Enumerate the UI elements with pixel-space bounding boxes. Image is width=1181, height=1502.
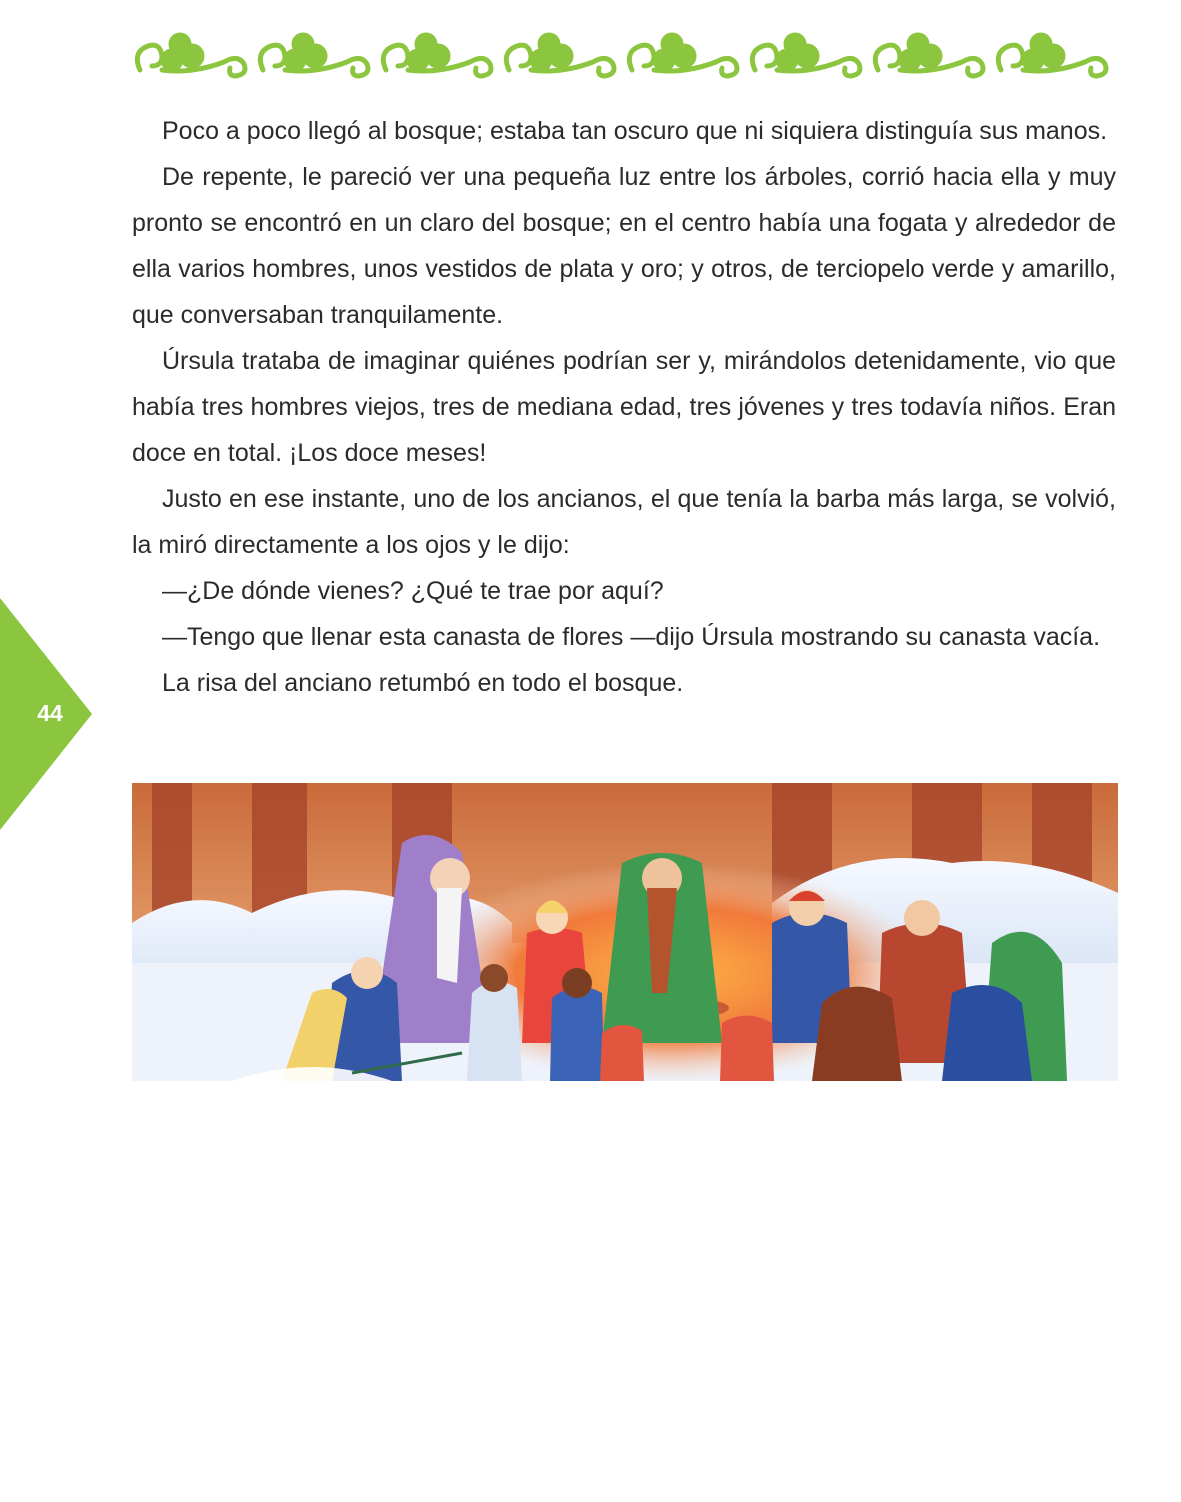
ornament-scroll-unit xyxy=(260,33,368,76)
ornament-scroll-unit xyxy=(383,33,491,76)
ornament-scroll-unit xyxy=(998,33,1106,76)
ornament-scroll-unit xyxy=(629,33,737,76)
ornament-icon xyxy=(132,22,1117,84)
paragraph: De repente, le pareció ver una pequeña luz entre los árboles, corrió hacia ella y muy pronto se encontró en un claro del bosque; en el centro había una fogata y alrededor de ella varios hombres, unos vestidos de plata y oro; y otros, de terciopelo verde y amarillo, que conversaban tranquilamente. xyxy=(132,163,1116,329)
paragraph: Poco a poco llegó al bosque; estaba tan oscuro que ni siquiera distinguía sus manos. xyxy=(162,117,1108,145)
ornament-scroll-unit xyxy=(137,33,245,76)
ornament-scroll-unit xyxy=(875,33,983,76)
paragraph: Úrsula trataba de imaginar quiénes podrían ser y, mirándolos detenidamente, vio que había tres hombres viejos, tres de mediana edad, tres jóvenes y tres todavía niños. Eran doce en total. ¡Los doce meses! xyxy=(132,347,1116,467)
dialogue-line: —Tengo que llenar esta canasta de flores —dijo Úrsula mostrando su canasta vacía. xyxy=(162,623,1101,651)
forest-campfire-illustration xyxy=(132,783,1118,1081)
paragraph: La risa del anciano retumbó en todo el bosque. xyxy=(162,669,684,697)
page-number: 44 xyxy=(37,700,63,726)
paragraph: Justo en ese instante, uno de los ancianos, el que tenía la barba más larga, se volvió, la miró directamente a los ojos y le dijo: xyxy=(132,485,1116,559)
dialogue-line: —¿De dónde vienes? ¿Qué te trae por aquí? xyxy=(162,577,664,605)
ornament-scroll-unit xyxy=(506,33,614,76)
ornament-scroll-unit xyxy=(752,33,860,76)
decorative-ornament-border xyxy=(132,22,1117,84)
story-text xyxy=(132,108,1116,706)
